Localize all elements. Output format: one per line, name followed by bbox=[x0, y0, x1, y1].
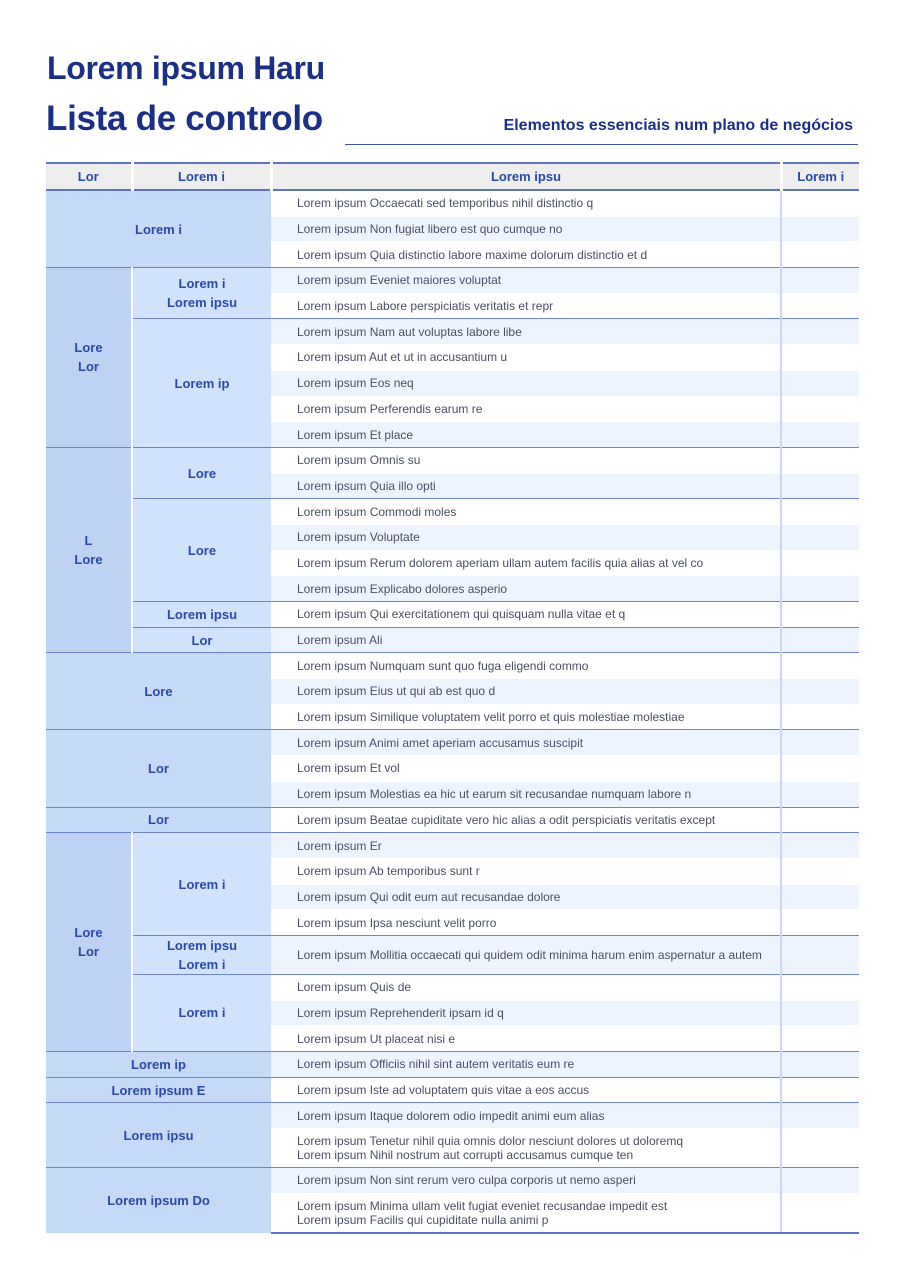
checklist-checkbox[interactable] bbox=[781, 447, 859, 473]
checklist-item-text: Lorem ipsum Non fugiat libero est quo cumque no bbox=[271, 216, 781, 242]
checklist-item-text: Lorem ipsum Non sint rerum vero culpa corporis ut nemo asperi bbox=[271, 1168, 781, 1194]
category-label: Lorem ip bbox=[46, 1052, 271, 1078]
checklist-item-text: Lorem ipsum Numquam sunt quo fuga eligendi commo bbox=[271, 653, 781, 679]
table-row bbox=[46, 935, 859, 974]
checklist-checkbox[interactable] bbox=[781, 216, 859, 242]
category-label: Lorem i bbox=[46, 190, 271, 268]
checklist-checkbox[interactable] bbox=[781, 974, 859, 1000]
subcategory-label: Lorem i bbox=[132, 833, 271, 936]
checklist-checkbox[interactable] bbox=[781, 1129, 859, 1168]
table-row bbox=[46, 319, 859, 345]
checklist-item-text: Lorem ipsum Et vol bbox=[271, 756, 781, 782]
checklist-item-text: Lorem ipsum Ali bbox=[271, 627, 781, 653]
table-row bbox=[46, 1077, 859, 1103]
checklist-checkbox[interactable] bbox=[781, 884, 859, 910]
checklist-item-text: Lorem ipsum Nam aut voluptas labore libe bbox=[271, 319, 781, 345]
page-title: Lorem ipsum Haru bbox=[47, 50, 325, 86]
table-row bbox=[46, 1168, 859, 1194]
checklist-item-text: Lorem ipsum Aut et ut in accusantium u bbox=[271, 345, 781, 371]
checklist-checkbox[interactable] bbox=[781, 345, 859, 371]
checklist-item-text: Lorem ipsum Er bbox=[271, 833, 781, 859]
checklist-checkbox[interactable] bbox=[781, 473, 859, 499]
table-row bbox=[46, 268, 859, 294]
checklist-body bbox=[46, 190, 859, 1233]
checklist-checkbox[interactable] bbox=[781, 935, 859, 974]
checklist-item-text: Lorem ipsum Rerum dolorem aperiam ullam autem facilis quia alias at vel co bbox=[271, 550, 781, 576]
subcategory-label: Lorem i Lorem ipsu bbox=[132, 268, 271, 319]
checklist-item-text: Lorem ipsum Eos neq bbox=[271, 370, 781, 396]
checklist-checkbox[interactable] bbox=[781, 1103, 859, 1129]
checklist-item-text: Lorem ipsum Voluptate bbox=[271, 524, 781, 550]
checklist-checkbox[interactable] bbox=[781, 499, 859, 525]
table-header-row bbox=[46, 163, 859, 190]
category-label: Lor bbox=[46, 730, 271, 807]
checklist-checkbox[interactable] bbox=[781, 627, 859, 653]
category-label: Lor bbox=[46, 807, 271, 833]
checklist-checkbox[interactable] bbox=[781, 1168, 859, 1194]
checklist-checkbox[interactable] bbox=[781, 704, 859, 730]
table-row bbox=[46, 974, 859, 1000]
checklist-item-text: Lorem ipsum Et place bbox=[271, 422, 781, 448]
checklist-item-text: Lorem ipsum Reprehenderit ipsam id q bbox=[271, 1000, 781, 1026]
subcategory-label: Lorem ipsu Lorem i bbox=[132, 935, 271, 974]
checklist-checkbox[interactable] bbox=[781, 833, 859, 859]
subtitle-underline bbox=[345, 144, 858, 145]
checklist-item-text: Lorem ipsum Commodi moles bbox=[271, 499, 781, 525]
checklist-checkbox[interactable] bbox=[781, 422, 859, 448]
checklist-checkbox[interactable] bbox=[781, 807, 859, 833]
checklist-checkbox[interactable] bbox=[781, 242, 859, 268]
category-label: Lorem ipsum Do bbox=[46, 1168, 271, 1233]
checklist-item-text: Lorem ipsum Perferendis earum re bbox=[271, 396, 781, 422]
table-row bbox=[46, 627, 859, 653]
checklist-item-text: Lorem ipsum Similique voluptatem velit porro et quis molestiae molestiae bbox=[271, 704, 781, 730]
checklist-checkbox[interactable] bbox=[781, 1052, 859, 1078]
table-row bbox=[46, 1052, 859, 1078]
column-header-category: Lor bbox=[46, 163, 132, 190]
checklist-checkbox[interactable] bbox=[781, 268, 859, 294]
checklist-checkbox[interactable] bbox=[781, 190, 859, 216]
checklist-item-text: Lorem ipsum Labore perspiciatis veritatis et repr bbox=[271, 293, 781, 319]
category-label: Lore Lor bbox=[46, 268, 132, 448]
checklist-item-text: Lorem ipsum Molestias ea hic ut earum sit recusandae numquam labore n bbox=[271, 781, 781, 807]
checklist-item-text: Lorem ipsum Ipsa nesciunt velit porro bbox=[271, 910, 781, 936]
checklist-item-text: Lorem ipsum Itaque dolorem odio impedit animi eum alias bbox=[271, 1103, 781, 1129]
checklist-table bbox=[46, 162, 859, 1234]
checklist-item-text: Lorem ipsum Omnis su bbox=[271, 447, 781, 473]
checklist-checkbox[interactable] bbox=[781, 858, 859, 884]
checklist-checkbox[interactable] bbox=[781, 576, 859, 602]
checklist-item-text: Lorem ipsum Minima ullam velit fugiat eveniet recusandae impedit est Lorem ipsum Facilis qui cupiditate nulla animi p bbox=[271, 1193, 781, 1233]
checklist-item-text: Lorem ipsum Animi amet aperiam accusamus suscipit bbox=[271, 730, 781, 756]
checklist-item-text: Lorem ipsum Occaecati sed temporibus nihil distinctio q bbox=[271, 190, 781, 216]
checklist-item-text: Lorem ipsum Quia distinctio labore maxime dolorum distinctio et d bbox=[271, 242, 781, 268]
checklist-checkbox[interactable] bbox=[781, 653, 859, 679]
checklist-item-text: Lorem ipsum Ab temporibus sunt r bbox=[271, 858, 781, 884]
category-label: L Lore bbox=[46, 447, 132, 653]
checklist-item-text: Lorem ipsum Eveniet maiores voluptat bbox=[271, 268, 781, 294]
checklist-item-text: Lorem ipsum Beatae cupiditate vero hic alias a odit perspiciatis veritatis except bbox=[271, 807, 781, 833]
table-row bbox=[46, 190, 859, 216]
checklist-item-text: Lorem ipsum Explicabo dolores asperio bbox=[271, 576, 781, 602]
table-row bbox=[46, 602, 859, 628]
checklist-checkbox[interactable] bbox=[781, 550, 859, 576]
checklist-item-text: Lorem ipsum Qui exercitationem qui quisquam nulla vitae et q bbox=[271, 602, 781, 628]
checklist-checkbox[interactable] bbox=[781, 910, 859, 936]
subcategory-label: Lorem i bbox=[132, 974, 271, 1051]
checklist-checkbox[interactable] bbox=[781, 1193, 859, 1233]
subcategory-label: Lorem ip bbox=[132, 319, 271, 447]
checklist-checkbox[interactable] bbox=[781, 293, 859, 319]
column-header-subcategory: Lorem i bbox=[132, 163, 271, 190]
table-row bbox=[46, 447, 859, 473]
checklist-checkbox[interactable] bbox=[781, 602, 859, 628]
checklist-item-text: Lorem ipsum Ut placeat nisi e bbox=[271, 1026, 781, 1052]
subcategory-label: Lore bbox=[132, 499, 271, 602]
category-label: Lorem ipsum E bbox=[46, 1077, 271, 1103]
checklist-item-text: Lorem ipsum Quia illo opti bbox=[271, 473, 781, 499]
checklist-checkbox[interactable] bbox=[781, 679, 859, 705]
checklist-checkbox[interactable] bbox=[781, 756, 859, 782]
checklist-checkbox[interactable] bbox=[781, 1026, 859, 1052]
checklist-item-text: Lorem ipsum Eius ut qui ab est quo d bbox=[271, 679, 781, 705]
checklist-checkbox[interactable] bbox=[781, 1000, 859, 1026]
table-row bbox=[46, 807, 859, 833]
section-subtitle: Elementos essenciais num plano de negócios bbox=[503, 117, 853, 134]
checklist-item-text: Lorem ipsum Iste ad voluptatem quis vitae a eos accus bbox=[271, 1077, 781, 1103]
checklist-item-text: Lorem ipsum Quis de bbox=[271, 974, 781, 1000]
checklist-checkbox[interactable] bbox=[781, 370, 859, 396]
checklist-item-text: Lorem ipsum Qui odit eum aut recusandae dolore bbox=[271, 884, 781, 910]
subcategory-label: Lor bbox=[132, 627, 271, 653]
checklist-item-text: Lorem ipsum Tenetur nihil quia omnis dolor nesciunt dolores ut doloremq Lorem ipsum Nihil nostrum aut corrupti accusamus cumque ten bbox=[271, 1129, 781, 1168]
table-row bbox=[46, 730, 859, 756]
category-label: Lore Lor bbox=[46, 833, 132, 1052]
checklist-item-text: Lorem ipsum Mollitia occaecati qui quidem odit minima harum enim aspernatur a autem bbox=[271, 935, 781, 974]
category-label: Lorem ipsu bbox=[46, 1103, 271, 1168]
table-row bbox=[46, 499, 859, 525]
checklist-checkbox[interactable] bbox=[781, 319, 859, 345]
checklist-checkbox[interactable] bbox=[781, 781, 859, 807]
table-row bbox=[46, 653, 859, 679]
column-header-check: Lorem i bbox=[781, 163, 859, 190]
column-header-element: Lorem ipsu bbox=[271, 163, 781, 190]
table-row bbox=[46, 1103, 859, 1129]
table-row bbox=[46, 833, 859, 859]
checklist-checkbox[interactable] bbox=[781, 730, 859, 756]
checklist-checkbox[interactable] bbox=[781, 1077, 859, 1103]
checklist-item-text: Lorem ipsum Officiis nihil sint autem veritatis eum re bbox=[271, 1052, 781, 1078]
page-subtitle-main: Lista de controlo bbox=[46, 99, 323, 138]
subcategory-label: Lore bbox=[132, 447, 271, 498]
category-label: Lore bbox=[46, 653, 271, 730]
subcategory-label: Lorem ipsu bbox=[132, 602, 271, 628]
checklist-checkbox[interactable] bbox=[781, 524, 859, 550]
checklist-checkbox[interactable] bbox=[781, 396, 859, 422]
